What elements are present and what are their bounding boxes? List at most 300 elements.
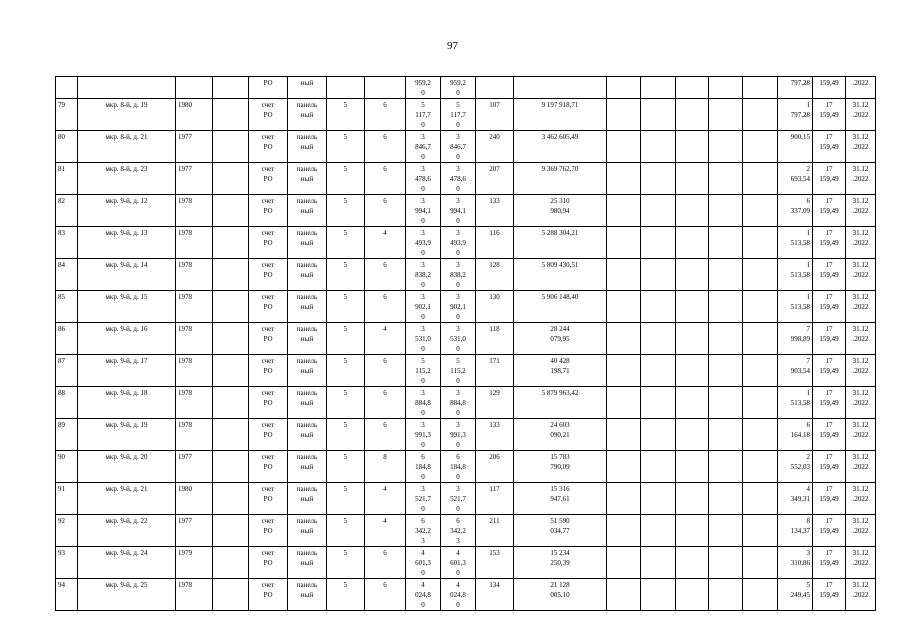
cell-fund: счет РО [249,515,288,547]
cell-entrances: 6 [365,259,406,291]
cell-num: 93 [56,547,78,579]
cell-rate: 6 337,09 [778,195,813,227]
table-row [56,483,876,515]
cell-floors: 5 [327,227,365,259]
cell-blank [709,451,743,483]
cell-blank [709,259,743,291]
cell-floors: 5 [327,515,365,547]
cell-blank [743,323,778,355]
cell-entrances: 6 [365,195,406,227]
cell-blank [676,451,709,483]
cell-blank [676,515,709,547]
cell-deadline: 31.12 .2022 [846,291,876,323]
cell-cost: 21 128 005,10 [514,579,607,611]
cell-blank [607,323,641,355]
cell-area-total: 959,2 0 [406,77,441,99]
table-row [56,163,876,195]
cell-blank [213,547,249,579]
cell-blank [709,227,743,259]
cell-blank [607,77,641,99]
cell-residents: 128 [476,259,514,291]
cell-rate: 1 513,58 [778,227,813,259]
cell-blank [709,515,743,547]
cell-year: 1977 [176,163,213,195]
cell-blank [709,131,743,163]
cell-rate: 2 693,54 [778,163,813,195]
cell-year: 1978 [176,259,213,291]
cell-blank [641,323,676,355]
cell-address: мкр. 9-й, д. 21 [78,483,176,515]
cell-tariff: 17 159,49 [813,323,846,355]
cell-blank [743,419,778,451]
cell-entrances: 8 [365,451,406,483]
cell-blank [641,131,676,163]
cell-wall: панель ный [288,323,327,355]
cell-year: 1980 [176,99,213,131]
cell-deadline: 31.12 .2022 [846,515,876,547]
cell-residents: 206 [476,451,514,483]
table-row [56,579,876,611]
cell-cost: 9 197 918,71 [514,99,607,131]
table-row [56,227,876,259]
cell-blank [213,451,249,483]
cell-rate: 797,28 [778,77,813,99]
cell-rate: 1 513,58 [778,387,813,419]
cell-tariff: 17 159,49 [813,227,846,259]
cell-floors: 5 [327,547,365,579]
cell-blank [676,227,709,259]
cell-wall: панель ный [288,131,327,163]
cell-entrances [365,77,406,99]
cell-address: мкр. 9-й, д. 20 [78,451,176,483]
cell-blank [676,323,709,355]
cell-blank [676,77,709,99]
cell-area-living: 3 994,1 0 [441,195,476,227]
cell-blank [743,451,778,483]
cell-rate: 4 349,31 [778,483,813,515]
cell-blank [709,547,743,579]
cell-num [56,77,78,99]
cell-wall: панель ный [288,355,327,387]
cell-cost: 9 369 762,70 [514,163,607,195]
cell-blank [743,131,778,163]
cell-fund: счет РО [249,227,288,259]
cell-deadline: 31.12 .2022 [846,99,876,131]
cell-year: 1978 [176,579,213,611]
table-row [56,99,876,131]
cell-blank [709,387,743,419]
cell-residents: 133 [476,419,514,451]
cell-blank [676,579,709,611]
cell-floors: 5 [327,483,365,515]
cell-fund: счет РО [249,579,288,611]
cell-deadline: 31.12 .2022 [846,547,876,579]
cell-area-living: 3 493,9 0 [441,227,476,259]
cell-residents: 107 [476,99,514,131]
cell-blank [641,547,676,579]
cell-address [78,77,176,99]
cell-year: 1978 [176,227,213,259]
cell-blank [213,227,249,259]
cell-year: 1978 [176,291,213,323]
table-row [56,451,876,483]
cell-address: мкр. 9-й, д. 13 [78,227,176,259]
cell-num: 86 [56,323,78,355]
cell-address: мкр. 8-й, д. 19 [78,99,176,131]
cell-area-total: 4 024,8 0 [406,579,441,611]
cell-area-total: 3 493,9 0 [406,227,441,259]
cell-blank [709,291,743,323]
cell-residents: 130 [476,291,514,323]
cell-entrances: 4 [365,227,406,259]
cell-residents: 153 [476,547,514,579]
cell-area-total: 6 184,8 0 [406,451,441,483]
cell-year: 1978 [176,355,213,387]
cell-blank [676,387,709,419]
cell-area-living: 959,2 0 [441,77,476,99]
cell-blank [641,355,676,387]
cell-cost: 24 603 090,21 [514,419,607,451]
cell-blank [743,195,778,227]
cell-blank [607,163,641,195]
cell-area-total: 3 846,7 0 [406,131,441,163]
cell-address: мкр. 9-й, д. 18 [78,387,176,419]
cell-blank [213,387,249,419]
cell-wall: панель ный [288,451,327,483]
cell-rate: 8 134,37 [778,515,813,547]
cell-fund: счет РО [249,291,288,323]
cell-wall: панель ный [288,99,327,131]
cell-blank [676,195,709,227]
cell-tariff: 17 159,49 [813,163,846,195]
cell-cost: 5 288 304,21 [514,227,607,259]
cell-address: мкр. 9-й, д. 19 [78,419,176,451]
table-row [56,195,876,227]
cell-blank [676,419,709,451]
cell-deadline: 31.12 .2022 [846,259,876,291]
cell-blank [607,355,641,387]
cell-address: мкр. 8-й, д. 23 [78,163,176,195]
cell-rate: 6 164,18 [778,419,813,451]
cell-wall: панель ный [288,195,327,227]
cell-residents: 117 [476,483,514,515]
cell-fund: счет РО [249,483,288,515]
cell-blank [641,419,676,451]
cell-deadline: .2022 [846,77,876,99]
cell-area-total: 3 478,6 0 [406,163,441,195]
cell-area-living: 3 531,0 0 [441,323,476,355]
table-row [56,323,876,355]
cell-num: 81 [56,163,78,195]
cell-blank [743,291,778,323]
cell-blank [709,99,743,131]
cell-rate: 1 797,28 [778,99,813,131]
cell-area-living: 3 846,7 0 [441,131,476,163]
cell-floors: 5 [327,259,365,291]
cell-fund: счет РО [249,195,288,227]
cell-blank [213,515,249,547]
cell-wall: панель ный [288,515,327,547]
cell-deadline: 31.12 .2022 [846,131,876,163]
cell-blank [743,547,778,579]
cell-blank [676,355,709,387]
cell-tariff: 17 159,49 [813,99,846,131]
cell-blank [607,227,641,259]
cell-blank [213,77,249,99]
cell-area-living: 3 884,8 0 [441,387,476,419]
cell-num: 79 [56,99,78,131]
cell-residents: 129 [476,387,514,419]
cell-num: 83 [56,227,78,259]
cell-num: 85 [56,291,78,323]
cell-blank [213,483,249,515]
cell-cost [514,77,607,99]
cell-tariff: 159,49 [813,77,846,99]
cell-blank [641,259,676,291]
cell-blank [213,195,249,227]
cell-area-living: 6 184,8 0 [441,451,476,483]
cell-blank [607,483,641,515]
cell-num: 84 [56,259,78,291]
cell-address: мкр. 9-й, д. 14 [78,259,176,291]
cell-blank [607,451,641,483]
cell-wall: панель ный [288,547,327,579]
cell-area-total: 3 521,7 0 [406,483,441,515]
cell-fund: счет РО [249,163,288,195]
cell-blank [641,291,676,323]
cell-address: мкр. 9-й, д. 12 [78,195,176,227]
cell-blank [607,515,641,547]
cell-fund: счет РО [249,451,288,483]
cell-entrances: 6 [365,355,406,387]
cell-area-living: 5 115,2 0 [441,355,476,387]
cell-entrances: 6 [365,291,406,323]
cell-blank [743,227,778,259]
cell-entrances: 6 [365,419,406,451]
cell-floors [327,77,365,99]
cell-blank [213,579,249,611]
cell-area-total: 3 994,1 0 [406,195,441,227]
cell-wall: панель ный [288,419,327,451]
cell-blank [743,515,778,547]
cell-area-living: 5 117,7 0 [441,99,476,131]
table-row [56,77,876,99]
cell-area-living: 3 521,7 0 [441,483,476,515]
cell-address: мкр. 9-й, д. 15 [78,291,176,323]
cell-num: 82 [56,195,78,227]
cell-num: 88 [56,387,78,419]
cell-year: 1977 [176,131,213,163]
cell-blank [607,579,641,611]
cell-tariff: 17 159,49 [813,483,846,515]
cell-blank [676,547,709,579]
cell-entrances: 4 [365,323,406,355]
cell-blank [709,419,743,451]
cell-deadline: 31.12 .2022 [846,419,876,451]
cell-rate: 900,15 [778,131,813,163]
cell-residents: 116 [476,227,514,259]
cell-num: 89 [56,419,78,451]
cell-area-total: 5 117,7 0 [406,99,441,131]
cell-num: 94 [56,579,78,611]
cell-rate: 5 249,45 [778,579,813,611]
cell-rate: 1 513,58 [778,291,813,323]
cell-residents: 240 [476,131,514,163]
cell-cost: 51 590 034,77 [514,515,607,547]
cell-year [176,77,213,99]
cell-num: 80 [56,131,78,163]
cell-num: 87 [56,355,78,387]
table-row [56,355,876,387]
cell-blank [607,259,641,291]
cell-address: мкр. 9-й, д. 22 [78,515,176,547]
cell-deadline: 31.12 .2022 [846,195,876,227]
cell-blank [743,483,778,515]
cell-floors: 5 [327,195,365,227]
cell-floors: 5 [327,99,365,131]
cell-tariff: 17 159,49 [813,515,846,547]
cell-residents: 133 [476,195,514,227]
cell-blank [709,77,743,99]
cell-cost: 15 783 790,09 [514,451,607,483]
table-row [56,515,876,547]
cell-area-living: 3 838,2 0 [441,259,476,291]
cell-fund: счет РО [249,387,288,419]
cell-deadline: 31.12 .2022 [846,163,876,195]
cell-area-total: 3 902,1 0 [406,291,441,323]
cell-blank [709,355,743,387]
table-row [56,387,876,419]
cell-cost: 3 462 605,49 [514,131,607,163]
cell-tariff: 17 159,49 [813,387,846,419]
cell-area-total: 3 838,2 0 [406,259,441,291]
cell-area-total: 3 884,8 0 [406,387,441,419]
cell-fund: счет РО [249,259,288,291]
cell-floors: 5 [327,451,365,483]
cell-cost: 5 906 148,40 [514,291,607,323]
cell-wall: панель ный [288,483,327,515]
cell-rate: 3 310,86 [778,547,813,579]
cell-deadline: 31.12 .2022 [846,451,876,483]
cell-residents: 118 [476,323,514,355]
cell-fund: РО [249,77,288,99]
cell-blank [641,195,676,227]
cell-fund: счет РО [249,419,288,451]
cell-rate: 7 998,89 [778,323,813,355]
cell-rate: 1 513,58 [778,259,813,291]
cell-year: 1977 [176,515,213,547]
table-row [56,291,876,323]
cell-year: 1979 [176,547,213,579]
cell-cost: 15 234 250,39 [514,547,607,579]
cell-entrances: 4 [365,515,406,547]
cell-blank [641,515,676,547]
cell-residents: 207 [476,163,514,195]
cell-blank [743,579,778,611]
cell-wall: панель ный [288,579,327,611]
cell-blank [641,227,676,259]
cell-wall: панель ный [288,227,327,259]
cell-wall: ный [288,77,327,99]
cell-deadline: 31.12 .2022 [846,355,876,387]
cell-tariff: 17 159,49 [813,355,846,387]
cell-residents: 134 [476,579,514,611]
cell-blank [743,163,778,195]
cell-rate: 7 903,54 [778,355,813,387]
cell-year: 1977 [176,451,213,483]
cell-fund: счет РО [249,99,288,131]
cell-num: 90 [56,451,78,483]
cell-blank [213,99,249,131]
cell-deadline: 31.12 .2022 [846,227,876,259]
cell-blank [607,291,641,323]
cell-tariff: 17 159,49 [813,131,846,163]
page-number: 97 [447,40,458,52]
cell-blank [641,163,676,195]
cell-address: мкр. 9-й, д. 24 [78,547,176,579]
cell-entrances: 6 [365,579,406,611]
cell-floors: 5 [327,131,365,163]
cell-blank [676,99,709,131]
cell-blank [641,387,676,419]
cell-area-living: 3 902,1 0 [441,291,476,323]
cell-blank [709,483,743,515]
cell-blank [709,579,743,611]
cell-deadline: 31.12 .2022 [846,579,876,611]
table-row [56,259,876,291]
cell-tariff: 17 159,49 [813,579,846,611]
cell-blank [213,419,249,451]
cell-blank [709,323,743,355]
cell-blank [607,387,641,419]
cell-blank [743,99,778,131]
cell-address: мкр. 8-й, д. 21 [78,131,176,163]
cell-residents [476,77,514,99]
cell-area-living: 3 478,6 0 [441,163,476,195]
cell-wall: панель ный [288,259,327,291]
cell-tariff: 17 159,49 [813,291,846,323]
cell-tariff: 17 159,49 [813,419,846,451]
cell-cost: 25 310 980,94 [514,195,607,227]
cell-fund: счет РО [249,355,288,387]
cell-entrances: 4 [365,483,406,515]
cell-num: 91 [56,483,78,515]
cell-floors: 5 [327,387,365,419]
cell-area-total: 5 115,2 0 [406,355,441,387]
cell-deadline: 31.12 .2022 [846,387,876,419]
cell-area-living: 6 342,2 3 [441,515,476,547]
table-row [56,419,876,451]
cell-residents: 211 [476,515,514,547]
cell-area-living: 4 024,8 0 [441,579,476,611]
cell-tariff: 17 159,49 [813,195,846,227]
cell-entrances: 6 [365,163,406,195]
cell-blank [743,77,778,99]
cell-year: 1978 [176,419,213,451]
cell-area-total: 3 531,0 0 [406,323,441,355]
cell-area-living: 4 601,3 0 [441,547,476,579]
cell-cost: 5 809 430,51 [514,259,607,291]
cell-address: мкр. 9-й, д. 16 [78,323,176,355]
cell-address: мкр. 9-й, д. 25 [78,579,176,611]
cell-year: 1978 [176,387,213,419]
cell-fund: счет РО [249,323,288,355]
cell-blank [676,291,709,323]
cell-blank [607,99,641,131]
cell-blank [641,451,676,483]
cell-entrances: 6 [365,131,406,163]
cell-entrances: 6 [365,387,406,419]
